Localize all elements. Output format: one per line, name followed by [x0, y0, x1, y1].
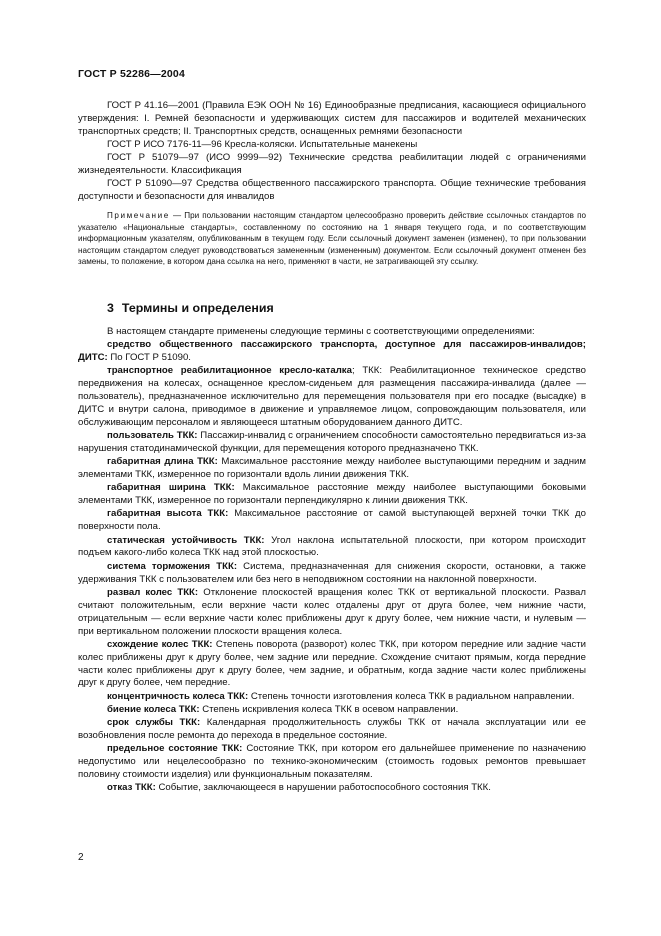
term-entry	[78, 782, 586, 795]
page-number: 2	[78, 852, 84, 863]
term-entry	[78, 743, 586, 782]
note-text: — При пользовании настоящим стандартом целесообразно проверить действие ссылочных стандартов по указателю «Национальные стандарты», составленному по состоянию на 1 января текущего года, и по соответствующим информационным указателям, опубликованным в текущем году. Если ссылочный документ заменен (изменен), то при пользовании настоящим стандартом следует руководствоваться замененным (измененным) документом. Если ссылочный документ отменен без замены, то положение, в котором дана ссылка на него, применяют в части, не затрагивающей эту ссылку.	[78, 211, 586, 266]
term-definition: По ГОСТ Р 51090.	[107, 352, 191, 364]
page-header: ГОСТ Р 52286—2004	[78, 68, 186, 80]
term-definition: Максимальное расстояние между наиболее выступающими боковыми элементами ТКК, измеренное по горизонтали перпендикулярно к линии движения ТКК.	[78, 482, 586, 507]
term-name: биение колеса ТКК:	[107, 703, 200, 715]
section-title: Термины и определения	[121, 301, 274, 315]
term-name: схождение колес ТКК:	[107, 638, 213, 650]
terms-intro: В настоящем стандарте применены следующие термины с соответствующими определениями:	[107, 326, 535, 337]
reference-item: ГОСТ Р 41.16—2001 (Правила ЕЭК ООН № 16) Единообразные предписания, касающиеся официального утверждения: I. Ремней безопасности и удерживающих систем для пассажиров и водителей механических транспортных средств; II. Транспортных средств, оснащенных ремнями безопасности	[78, 100, 586, 137]
reference-item: ГОСТ Р ИСО 7176-11—96 Кресла-коляски. Испытательные манекены	[107, 139, 418, 150]
term-name: статическая устойчивость ТКК:	[107, 534, 265, 546]
reference-item: ГОСТ Р 51090—97 Средства общественного пассажирского транспорта. Общие технические требования доступности и безопасности для инвалидов	[78, 178, 586, 202]
term-definition: Состояние ТКК, при котором его дальнейшее применение по назначению недопустимо или нецелесообразно по технико-экономическим (стоимость годовых ремонтов превышает половину стоимости изделия) или функциональным показателям.	[78, 743, 586, 780]
term-entry	[78, 430, 586, 456]
term-definition: Степень поворота (разворот) колес ТКК, при котором передние или задние части колес приближены друг к другу более, чем задние или передние. Схождение считают прямым, когда передние части колес приближены друг к другу более, чем задние, и обратным, когда задние части колес приближены друг к другу более, чем передние.	[78, 638, 587, 689]
term-name: срок службы ТКК:	[107, 717, 201, 729]
term-entry	[78, 535, 586, 561]
section-heading	[107, 301, 274, 315]
term-name: система торможения ТКК:	[107, 560, 238, 572]
term-entry	[78, 691, 586, 704]
terms-list	[78, 326, 586, 795]
term-entry	[78, 587, 586, 639]
term-definition: Событие, заключающееся в нарушении работоспособного состояния ТКК.	[155, 782, 491, 794]
term-name: габаритная высота ТКК:	[107, 508, 229, 520]
term-suffix: ; ТКК:	[351, 365, 383, 377]
term-entry	[78, 365, 586, 430]
normative-references	[78, 99, 586, 203]
section-number: 3	[107, 301, 114, 315]
term-definition: Пассажир-инвалид с ограничением способности самостоятельно передвигаться из-за нарушения статодинамической функции, для перемещения которого предназначено ТКК.	[78, 430, 586, 455]
term-definition: Реабилитационное техническое средство передвижения на колесах, оснащенное креслом-сиденьем для размещения пассажира-инвалида (далее — пользователь), предназначенное исключительно для перемещения пользователя при его посадке (высадке) в ДИТС и внутри салона, приводимое в движение и управляемое лицом, сопровождающим пользователя, или обслуживающим персоналом и являющееся штатным оборудованием данного ДИТС.	[78, 365, 586, 428]
term-definition: Максимальное расстояние между наиболее выступающими передним и задним элементами ТКК, измеренное по горизонтали вдоль линии движения ТКК.	[78, 456, 586, 481]
term-name: развал колес ТКК:	[107, 586, 199, 598]
reference-item: ГОСТ Р 51079—97 (ИСО 9999—92) Технические средства реабилитации людей с ограничениями жизнедеятельности. Классификация	[78, 152, 586, 176]
reference-note	[78, 210, 586, 268]
term-name: предельное состояние ТКК:	[107, 743, 243, 755]
term-entry	[78, 482, 586, 508]
term-name: габаритная ширина ТКК:	[107, 482, 235, 494]
term-definition: Степень точности изготовления колеса ТКК в радиальном направлении.	[248, 690, 575, 702]
term-entry	[78, 508, 586, 534]
term-name: средство общественного пассажирского транспорта, доступное для пассажиров-инвалидов; ДИТС	[78, 339, 586, 364]
term-entry	[78, 639, 586, 691]
term-definition: Система, предназначенная для снижения скорости, остановки, а также удерживания ТКК с пользователем или без него в неподвижном состоянии на наклонной поверхности.	[78, 560, 586, 585]
term-entry	[78, 717, 586, 743]
term-suffix: :	[104, 352, 108, 364]
term-definition: Угол наклона испытательной плоскости, при котором происходит подъем какого-либо колеса ТКК над этой плоскостью.	[78, 534, 586, 559]
term-definition: Максимальное расстояние от самой выступающей верхней точки ТКК до поверхности пола.	[78, 508, 586, 533]
term-definition: Степень искривления колеса ТКК в осевом направлении.	[199, 703, 459, 715]
note-label: Примечание	[107, 211, 170, 220]
term-definition: Календарная продолжительность службы ТКК от начала эксплуатации или ее возобновления после ремонта до перехода в предельное состояние.	[78, 717, 586, 741]
term-entry	[78, 704, 586, 717]
term-entry	[78, 456, 586, 482]
term-name: концентричность колеса ТКК:	[107, 690, 249, 702]
term-name: пользователь ТКК:	[107, 430, 198, 442]
term-name: отказ ТКК:	[107, 782, 156, 794]
term-entry	[78, 339, 586, 365]
term-name: габаритная длина ТКК:	[107, 456, 218, 468]
term-entry	[78, 561, 586, 587]
term-definition: Отклонение плоскостей вращения колес ТКК от вертикальной плоскости. Развал считают положительным, если верхние части колес отдалены друг от друга более, чем нижние части, отрицательным — если верхние части колес приближены друг к другу более, чем нижние части, и нулевым — при вертикальном положении плоскости вращения колеса.	[78, 586, 586, 637]
term-name: транспортное реабилитационное кресло-каталка	[107, 365, 352, 377]
